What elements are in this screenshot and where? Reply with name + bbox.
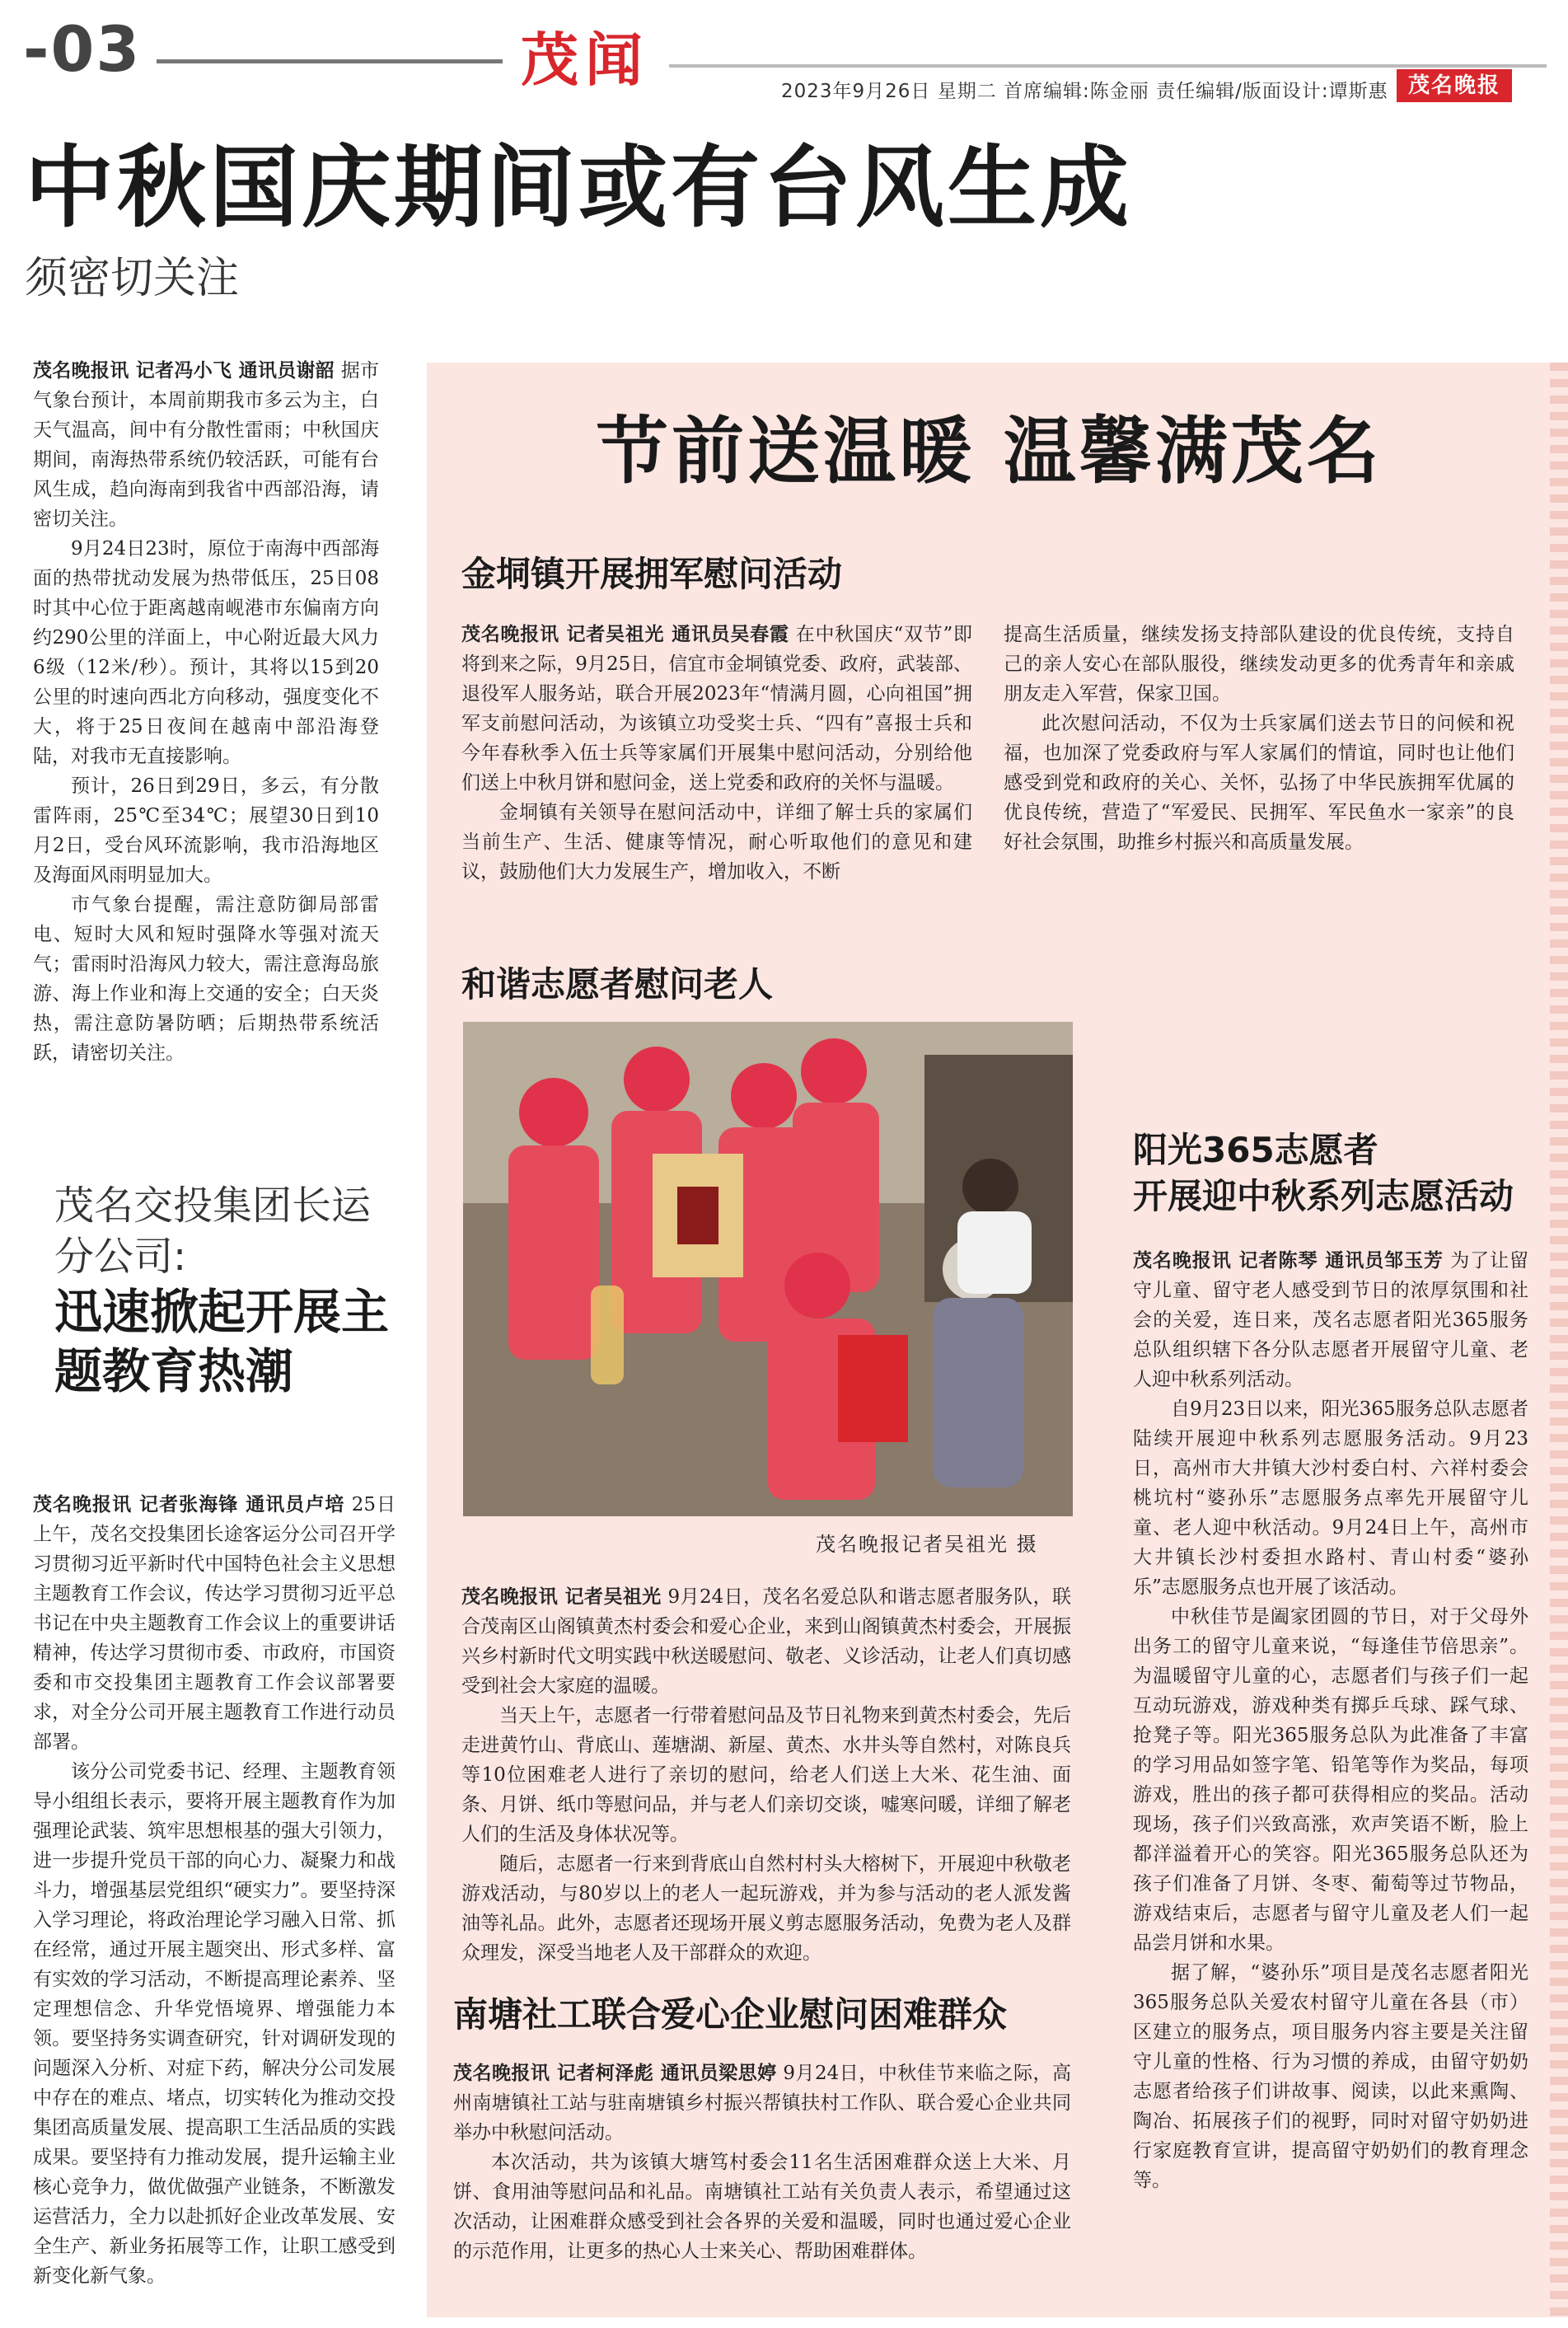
- byline: 茂名晚报讯 记者吴祖光: [461, 1586, 662, 1608]
- volunteer-photo-illustration: [463, 1022, 1073, 1516]
- article-paragraph: 市气象台提醒，需注意防御局部雷电、短时大风和短时强降水等强对流天气；雷雨时沿海风力较大，需注意海岛旅游、海上作业和海上交通的安全；白天炎热，需注意防暑防晒；后期热带系统活跃，请密切关注。: [33, 894, 379, 1064]
- main-subheadline: 须密切关注: [25, 254, 240, 303]
- article-paragraph: 提高生活质量，继续发扬支持部队建设的优良传统，支持自己的亲人安心在部队服役，继续发动更多的优秀青年和亲戚朋友走入军营，保家卫国。: [1004, 624, 1514, 705]
- jintong-title: 金垌镇开展拥军慰问活动: [461, 554, 843, 594]
- jintong-article-right: [1004, 620, 1514, 857]
- article-paragraph: 该分公司党委书记、经理、主题教育领导小组组长表示，要将开展主题教育作为加强理论武装、筑牢思想根基的强大引领力，进一步提升党员干部的向心力、凝聚力和战斗力，增强基层党组织“硬实力”。要坚持深入学习理论，将政治理论学习融入日常、抓在经常，通过开展主题突出、形式多样、富有实效的学习活动，不断提高理论素养、坚定理想信念、升华党悟境界、增强能力本领。要坚持务实调查研究，针对调研发现的问题深入分析、对症下药，解决分公司发展中存在的难点、堵点，切实转化为推动交投集团高质量发展、提高职工生活品质的实践成果。要坚持有力推动发展，提升运输主业核心竞争力，做优做强产业链条，不断激发运营活力，全力以赴抓好企业改革发展、安全生产、新业务拓展等工作，让职工感受到新变化新气象。: [33, 1761, 396, 2287]
- article-paragraph: 茂名晚报讯 记者柯泽彪 通讯员梁思婷 9月24日，中秋佳节来临之际，高州南塘镇社工站与驻南塘镇乡村振兴帮镇扶村工作队、联合爱心企业共同举办中秋慰问活动。: [453, 2062, 1072, 2143]
- article-paragraph: 中秋佳节是阖家团圆的节日，对于父母外出务工的留守儿童来说，“每逢佳节倍思亲”。为温暖留守儿童的心，志愿者们与孩子们一起互动玩游戏，游戏种类有掷乒乓球、踩气球、抢凳子等。阳光365服务总队为此准备了丰富的学习用品如签字笔、铅笔等作为奖品，每项游戏，胜出的孩子都可获得相应的奖品。活动现场，孩子们兴致高涨，欢声笑语不断，脸上都洋溢着开心的笑容。阳光365服务总队还为孩子们准备了月饼、冬枣、葡萄等过节物品，游戏结束后，志愿者与留守儿童及老人们一起品尝月饼和水果。: [1133, 1606, 1528, 1954]
- sunshine-title: [1133, 1127, 1545, 1220]
- issue-info: 2023年9月26日 星期二 首席编辑:陈金丽 责任编辑/版面设计:谭斯惠: [781, 81, 1388, 102]
- article-paragraph: 茂名晚报讯 记者张海锋 通讯员卢培 25日上午，茂名交投集团长途客运分公司召开学习贯彻习近平新时代中国特色社会主义思想主题教育工作会议，传达学习贯彻习近平总书记在中央主题教育工作会议上的重要讲话精神，传达学习贯彻市委、市政府，市国资委和市交投集团主题教育工作会议部署要求，对全分公司开展主题教育工作进行动员部署。: [33, 1493, 396, 1753]
- transport-title-light: 茂名交投集团长运分公司:: [54, 1183, 372, 1280]
- sunshine-title-line1: 阳光365志愿者: [1133, 1130, 1378, 1170]
- main-headline: 中秋国庆期间或有台风生成: [25, 137, 1133, 240]
- byline: 茂名晚报讯 记者张海锋 通讯员卢培: [33, 1493, 345, 1515]
- section-tag: 茂闻: [521, 26, 649, 94]
- article-paragraph: 随后，志愿者一行来到背底山自然村村头大榕树下，开展迎中秋敬老游戏活动，与80岁以上的老人一起玩游戏，并为参与活动的老人派发酱油等礼品。此外，志愿者还现场开展义剪志愿服务活动，免费为老人及群众理发，深受当地老人及干部群众的欢迎。: [461, 1853, 1071, 1964]
- article-paragraph: 茂名晚报讯 记者吴祖光 9月24日，茂名名爱总队和谐志愿者服务队，联合茂南区山阁镇黄杰村委会和爱心企业，来到山阁镇黄杰村委会，开展振兴乡村新时代文明实践中秋送暖慰问、敬老、义诊活动，让老人们真切感受到社会大家庭的温暖。: [461, 1586, 1072, 1697]
- feature-headline: 节前送温暖 温馨满茂名: [596, 409, 1383, 494]
- photo-caption: 茂名晚报记者吴祖光 摄: [816, 1533, 1038, 1556]
- hexie-title: 和谐志愿者慰问老人: [461, 964, 774, 1005]
- byline: 茂名晚报讯 记者吴祖光 通讯员吴春霞: [461, 623, 789, 645]
- weather-article: [33, 356, 379, 1068]
- article-paragraph: 此次慰问活动，不仅为士兵家属们送去节日的问候和祝福，也加深了党委政府与军人家属们的情谊，同时也让他们感受到党和政府的关心、关怀，弘扬了中华民族拥军优属的优良传统，营造了“军爱民、民拥军、军民鱼水一家亲”的良好社会氛围，助推乡村振兴和高质量发展。: [1004, 713, 1514, 853]
- article-paragraph: 茂名晚报讯 记者吴祖光 通讯员吴春霞 在中秋国庆“双节”即将到来之际，9月25日，信宜市金垌镇党委、政府，武装部、退役军人服务站，联合开展2023年“情满月圆，心向祖国”拥军支前慰问活动，为该镇立功受奖士兵、“四有”喜报士兵和今年春秋季入伍士兵等家属们开展集中慰问活动，分别给他们送上中秋月饼和慰问金，送上党委和政府的关怀与温暖。: [461, 623, 972, 794]
- hexie-article: [461, 1582, 1071, 1968]
- article-paragraph: 金垌镇有关领导在慰问活动中，详细了解士兵的家属们当前生产、生活、健康等情况，耐心听取他们的意见和建议，鼓励他们大力发展生产，增加收入，不断: [461, 802, 972, 883]
- article-paragraph: 茂名晚报讯 记者冯小飞 通讯员谢韶 据市气象台预计，本周前期我市多云为主，白天气温高，间中有分散性雷雨；中秋国庆期间，南海热带系统仍较活跃，可能有台风生成，趋向海南到我省中西部沿海，请密切关注。: [33, 359, 380, 530]
- article-paragraph: 9月24日23时，原位于南海中西部海面的热带扰动发展为热带低压，25日08时其中心位于距离越南岘港市东偏南方向约290公里的洋面上，中心附近最大风力6级（12米/秒）。预计，其将以15到20公里的时速向西北方向移动，强度变化不大，将于25日夜间在越南中部沿海登陆，对我市无直接影响。: [33, 538, 379, 767]
- transport-article: [33, 1490, 396, 2291]
- masthead-rule: [157, 59, 503, 63]
- byline: 茂名晚报讯 记者柯泽彪 通讯员梁思婷: [453, 2062, 777, 2084]
- nantang-article: [453, 2059, 1071, 2266]
- volunteer-photo: [463, 1022, 1073, 1516]
- article-paragraph: 当天上午，志愿者一行带着慰问品及节日礼物来到黄杰村委会，先后走进黄竹山、背底山、莲塘湖、新屋、黄杰、水井头等自然村，对陈良兵等10位困难老人进行了亲切的慰问，给老人们送上大米、花生油、面条、月饼、纸巾等慰问品，并与老人们亲切交谈，嘘寒问暖，详细了解老人们的生活及身体状况等。: [461, 1705, 1071, 1845]
- page-edge-decoration: [1550, 363, 1568, 2317]
- jintong-article-left: [461, 620, 972, 887]
- article-paragraph: 茂名晚报讯 记者陈琴 通讯员邹玉芳 为了让留守儿童、留守老人感受到节日的浓厚氛围和社会的关爱，连日来，茂名志愿者阳光365服务总队组织辖下各分队志愿者开展留守儿童、老人迎中秋系列活动。: [1133, 1249, 1529, 1390]
- transport-title-bold: 迅速掀起开展主题教育热潮: [54, 1284, 390, 1399]
- article-paragraph: 自9月23日以来，阳光365服务总队志愿者陆续开展迎中秋系列志愿服务活动。9月23日，高州市大井镇大沙村委白村、六祥村委会桃坑村“婆孙乐”志愿服务点率先开展留守儿童、老人迎中秋活动。9月24日上午，高州市大井镇长沙村委担水路村、青山村委“婆孙乐”志愿服务点也开展了该活动。: [1133, 1398, 1528, 1598]
- article-paragraph: 预计，26日到29日，多云，有分散雷阵雨，25℃至34℃；展望30日到10月2日，受台风环流影响，我市沿海地区及海面风雨明显加大。: [33, 775, 379, 886]
- sunshine-article: [1133, 1246, 1528, 2195]
- paper-logo: 茂名晚报: [1397, 69, 1512, 102]
- masthead-rule-right: [669, 64, 1547, 68]
- page-number: -03: [23, 12, 142, 86]
- nantang-title: 南塘社工联合爱心企业慰问困难群众: [453, 1994, 1008, 2035]
- sunshine-title-line2: 开展迎中秋系列志愿活动: [1133, 1176, 1514, 1216]
- byline: 茂名晚报讯 记者陈琴 通讯员邹玉芳: [1133, 1249, 1444, 1272]
- byline: 茂名晚报讯 记者冯小飞 通讯员谢韶: [33, 359, 335, 382]
- article-paragraph: 本次活动，共为该镇大塘笃村委会11名生活困难群众送上大米、月饼、食用油等慰问品和礼品。南塘镇社工站有关负责人表示，希望通过这次活动，让困难群众感受到社会各界的关爱和温暖，同时也通过爱心企业的示范作用，让更多的热心人士来关心、帮助困难群体。: [453, 2152, 1071, 2262]
- article-paragraph: 据了解，“婆孙乐”项目是茂名志愿者阳光365服务总队关爱农村留守儿童在各县（市）区建立的服务点，项目服务内容主要是关注留守儿童的性格、行为习惯的养成，由留守奶奶志愿者给孩子们讲故事、阅读，以此来熏陶、陶冶、拓展孩子们的视野，同时对留守奶奶进行家庭教育宣讲，提高留守奶奶们的教育理念等。: [1133, 1962, 1528, 2191]
